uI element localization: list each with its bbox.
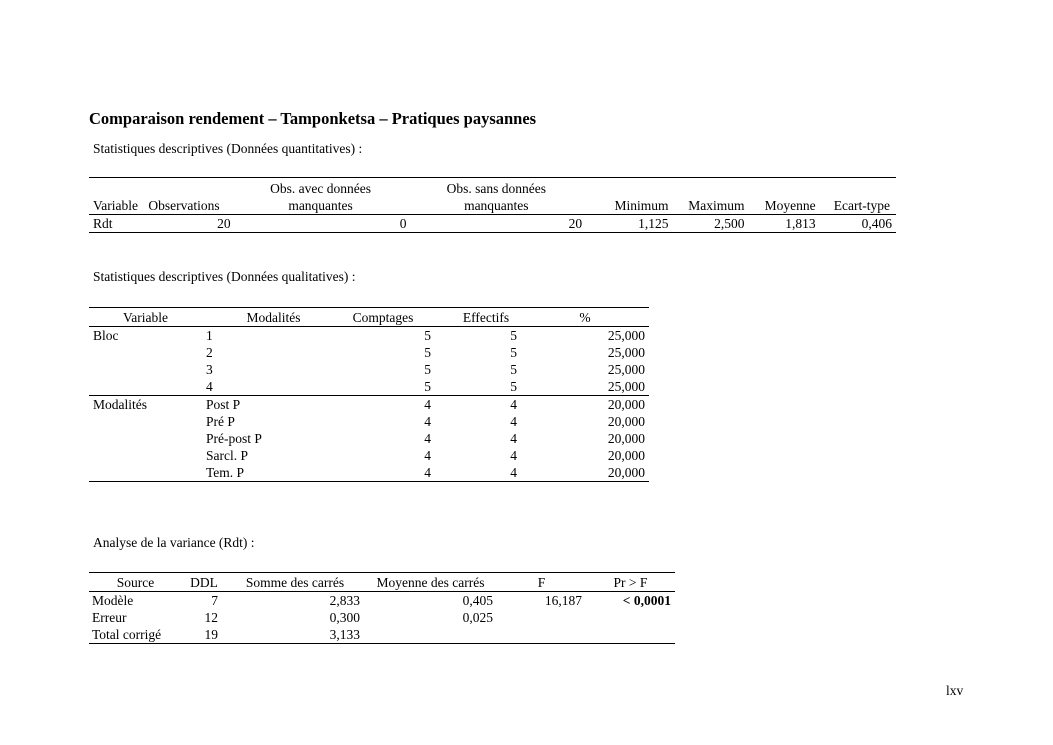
table-row bbox=[89, 430, 649, 447]
page-title: Comparaison rendement – Tamponketsa – Pratiques paysannes bbox=[89, 109, 537, 128]
header-variable: Variable bbox=[123, 310, 168, 325]
header-comptages: Comptages bbox=[352, 310, 414, 325]
cell-effectifs: 4 bbox=[510, 465, 517, 480]
cell-effectifs: 5 bbox=[510, 362, 517, 377]
cell-comptages: 4 bbox=[424, 448, 431, 463]
table-row bbox=[89, 396, 649, 414]
cell-p bbox=[586, 609, 675, 626]
table-row bbox=[89, 344, 649, 361]
header-ms: Moyenne des carrés bbox=[376, 575, 485, 590]
cell-ss: 3,133 bbox=[329, 627, 360, 642]
cell-effectifs: 4 bbox=[510, 414, 517, 429]
cell-modalite: 1 bbox=[206, 328, 213, 343]
header-ddl: DDL bbox=[190, 575, 218, 590]
cell-comptages: 4 bbox=[424, 431, 431, 446]
cell-modalite: Tem. P bbox=[206, 465, 245, 480]
cell-effectifs: 4 bbox=[510, 448, 517, 463]
cell-effectifs: 5 bbox=[510, 379, 517, 394]
cell-std: 0,406 bbox=[861, 216, 892, 231]
cell-ddl: 7 bbox=[211, 593, 218, 608]
cell-effectifs: 4 bbox=[510, 431, 517, 446]
header-maximum: Maximum bbox=[688, 198, 745, 213]
cell-ms: 0,405 bbox=[462, 593, 493, 608]
anova-table bbox=[89, 572, 675, 644]
header-source: Source bbox=[116, 575, 155, 590]
header-effectifs: Effectifs bbox=[462, 310, 510, 325]
cell-comptages: 5 bbox=[424, 345, 431, 360]
header-variable: Variable bbox=[93, 198, 138, 213]
cell-effectifs: 5 bbox=[510, 345, 517, 360]
cell-percent: 25,000 bbox=[607, 345, 645, 360]
header-modalites: Modalités bbox=[246, 310, 301, 325]
cell-effectifs: 5 bbox=[510, 328, 517, 343]
cell-percent: 25,000 bbox=[607, 328, 645, 343]
cell-comptages: 4 bbox=[424, 414, 431, 429]
table-row bbox=[89, 378, 649, 396]
page-number: lxv bbox=[946, 683, 964, 698]
cell-percent: 25,000 bbox=[607, 379, 645, 394]
cell-mean: 1,813 bbox=[785, 216, 816, 231]
header-minimum: Minimum bbox=[614, 198, 669, 213]
cell-percent: 20,000 bbox=[607, 397, 645, 412]
cell-comptages: 5 bbox=[424, 379, 431, 394]
cell-f bbox=[497, 609, 586, 626]
cell-source: Modèle bbox=[92, 593, 134, 608]
header-obs-missing-line1: Obs. avec données bbox=[270, 181, 371, 196]
cell-obs-missing: 0 bbox=[399, 216, 407, 231]
header-ss: Somme des carrés bbox=[245, 575, 345, 590]
cell-maximum: 2,500 bbox=[714, 216, 745, 231]
cell-ss: 0,300 bbox=[329, 610, 360, 625]
table-row bbox=[89, 464, 649, 482]
header-std: Ecart-type bbox=[833, 198, 890, 213]
cell-ddl: 12 bbox=[204, 610, 218, 625]
cell-source: Erreur bbox=[92, 610, 127, 625]
cell-ddl: 19 bbox=[204, 627, 218, 642]
cell-ms bbox=[364, 626, 497, 644]
table-row bbox=[89, 609, 675, 626]
cell-modalite: Pré P bbox=[206, 414, 235, 429]
cell-comptages: 5 bbox=[424, 362, 431, 377]
cell-modalite: 4 bbox=[206, 379, 213, 394]
cell-obs-nomissing: 20 bbox=[568, 216, 583, 231]
table-row bbox=[89, 447, 649, 464]
cell-p bbox=[586, 626, 675, 644]
cell-source: Total corrigé bbox=[92, 627, 162, 642]
cell-comptages: 5 bbox=[424, 328, 431, 343]
cell-modalite: 2 bbox=[206, 345, 213, 360]
cell-percent: 20,000 bbox=[607, 414, 645, 429]
header-percent: % bbox=[579, 310, 591, 325]
qualitative-table bbox=[89, 307, 649, 482]
header-obs-missing-line2: manquantes bbox=[288, 198, 353, 213]
cell-comptages: 4 bbox=[424, 397, 431, 412]
cell-percent: 20,000 bbox=[607, 448, 645, 463]
cell-p: < 0,0001 bbox=[622, 593, 671, 608]
cell-f: 16,187 bbox=[544, 593, 582, 608]
cell-minimum: 1,125 bbox=[638, 216, 669, 231]
table-row bbox=[89, 327, 649, 345]
header-f: F bbox=[537, 575, 546, 590]
cell-percent: 20,000 bbox=[607, 431, 645, 446]
cell-percent: 20,000 bbox=[607, 465, 645, 480]
table-row bbox=[89, 361, 649, 378]
group-name: Bloc bbox=[93, 328, 119, 343]
table-row bbox=[89, 626, 675, 644]
header-obs-nomissing-line1: Obs. sans données bbox=[446, 181, 546, 196]
cell-modalite: Sarcl. P bbox=[206, 448, 248, 463]
cell-comptages: 4 bbox=[424, 465, 431, 480]
group-name: Modalités bbox=[93, 397, 147, 412]
header-mean: Moyenne bbox=[764, 198, 816, 213]
qualitative-caption: Statistiques descriptives (Données qualitatives) : bbox=[93, 269, 356, 284]
header-observations: Observations bbox=[148, 198, 220, 213]
cell-ss: 2,833 bbox=[329, 593, 360, 608]
header-p: Pr > F bbox=[613, 575, 648, 590]
table-row bbox=[89, 215, 896, 233]
header-obs-nomissing-line2: manquantes bbox=[464, 198, 529, 213]
table-row bbox=[89, 592, 675, 610]
cell-f bbox=[497, 626, 586, 644]
cell-variable: Rdt bbox=[93, 216, 113, 231]
table-row bbox=[89, 413, 649, 430]
cell-effectifs: 4 bbox=[510, 397, 517, 412]
anova-caption: Analyse de la variance (Rdt) : bbox=[93, 535, 255, 550]
quantitative-table bbox=[89, 177, 896, 233]
cell-modalite: Pré-post P bbox=[206, 431, 262, 446]
quantitative-caption: Statistiques descriptives (Données quantitatives) : bbox=[93, 141, 363, 156]
cell-ms: 0,025 bbox=[462, 610, 493, 625]
cell-modalite: Post P bbox=[206, 397, 241, 412]
cell-modalite: 3 bbox=[206, 362, 213, 377]
cell-observations: 20 bbox=[217, 216, 231, 231]
cell-percent: 25,000 bbox=[607, 362, 645, 377]
